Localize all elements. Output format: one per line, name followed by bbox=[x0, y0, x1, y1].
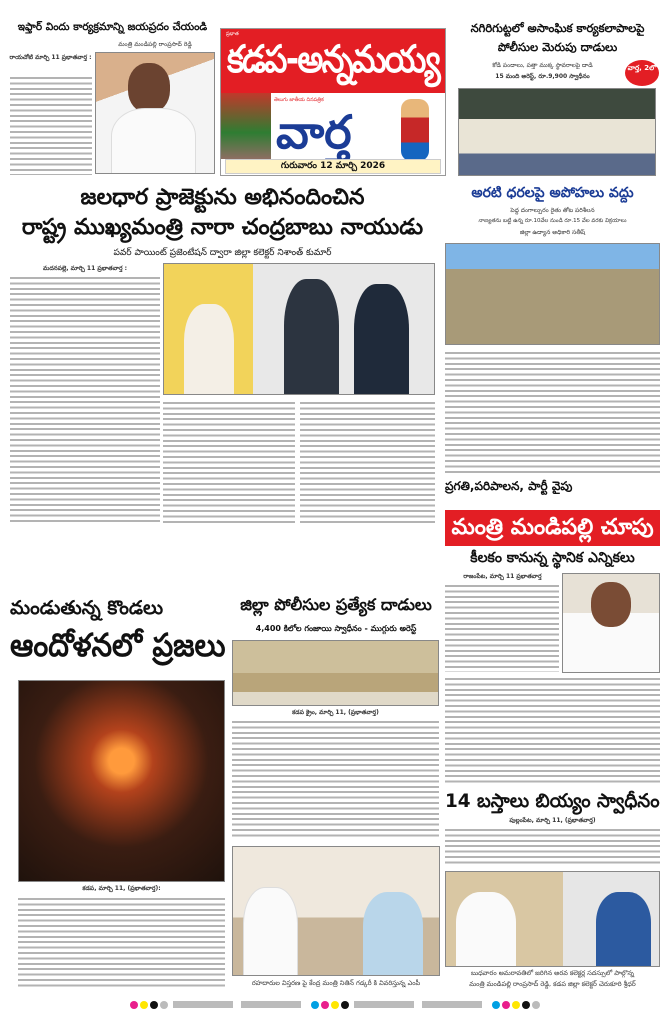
deity-image bbox=[221, 93, 271, 159]
article-text bbox=[445, 827, 660, 866]
police-dateline: కడప క్రైం, మార్చి 11, (ప్రభాతవార్త) bbox=[292, 709, 379, 716]
rice-dateline: పుల్లంపేట, మార్చి 11, (ప్రభాతవార్త) bbox=[509, 817, 596, 824]
banana-field-photo bbox=[445, 243, 660, 345]
lead-headline-1: జలధార ప్రాజెక్టును అభినందించిన bbox=[80, 185, 365, 210]
lead-headline-2: రాష్ట్ర ముఖ్యమంత్రి నారా చంద్రబాబు నాయుడు bbox=[21, 215, 424, 240]
masthead-tagline: తెలుగు జాతీయ దినపత్రిక bbox=[274, 97, 324, 103]
collectors-conference-photo bbox=[445, 871, 660, 967]
top-right-sub-2: 15 మంది అరెస్ట్, రూ.9,900 స్వాధీనం bbox=[495, 73, 590, 80]
article-text bbox=[300, 400, 435, 525]
hills-kicker: మండుతున్న కొండలు bbox=[10, 597, 164, 619]
continued-badge[interactable]: వార్త, 2లో bbox=[625, 60, 659, 86]
article-text bbox=[18, 896, 225, 987]
minister-dateline: రాజంపేట, మార్చి 11 ప్రభాతవార్త bbox=[463, 573, 542, 580]
rice-headline: 14 బస్తాలు బియ్యం స్వాధీనం bbox=[445, 790, 660, 812]
masthead-title: కడప-అన్నమయ్య bbox=[227, 37, 440, 81]
banana-headline: అరటి ధరలపై అపోహలు వద్దు bbox=[471, 185, 634, 201]
color-registration-bar bbox=[0, 994, 670, 1004]
rice-caption-1: బుధవారం అమరావతిలో జరిగిన అరవ కలెక్టర్ల సదస్సులో పాల్గొన్న bbox=[470, 969, 635, 977]
masthead-prefix: ప్రభాత bbox=[226, 31, 239, 37]
top-right-headline-1: నగిరిగుట్టలో అసాంఘిక కార్యకలాపాలపై bbox=[470, 21, 645, 35]
article-text bbox=[10, 75, 92, 175]
article-text bbox=[232, 719, 439, 840]
minister-banner: మంత్రి మండిపల్లి చూపు bbox=[445, 510, 660, 546]
vaartha-logo: వార్త bbox=[276, 105, 352, 159]
minister-photo bbox=[562, 573, 660, 673]
article-text bbox=[445, 676, 660, 784]
banana-sub-2: నాణ్యతను బట్టి ఉన్న రూ.10వేల నుండి రూ.15 వేల వరకు విక్రయాలు bbox=[478, 218, 627, 224]
lead-subhead: పవర్ పాయింట్ ప్రజెంటేషన్ ద్వారా జిల్లా కలెక్టర్ నిశాంత్ కుమార్ bbox=[113, 248, 332, 258]
ganja-seizure-photo bbox=[232, 640, 439, 706]
minister-photo bbox=[95, 52, 215, 174]
article-text bbox=[445, 350, 660, 475]
rice-caption-2: మంత్రి మండిపల్లి రాంప్రసాద్ రెడ్డి, కడప జిల్లా కలెక్టర్ చెరుకూరి శ్రీధర్ bbox=[469, 980, 636, 988]
mascot-image bbox=[401, 99, 429, 161]
cm-meeting-photo bbox=[163, 263, 435, 395]
top-left-dateline: రాయచోటి మార్చి 11 ప్రభాతవార్త : bbox=[9, 54, 92, 61]
banana-sub-3: జిల్లా ఉద్యాన అధికారి సతీష్ bbox=[519, 229, 586, 236]
minister-headline: కీలకం కానున్న స్థానిక ఎన్నికలు bbox=[470, 550, 635, 566]
article-text bbox=[163, 400, 295, 525]
police-headline: జిల్లా పోలీసుల ప్రత్యేక దాడులు bbox=[240, 595, 432, 614]
masthead-date: గురువారం 12 మార్చి 2026 bbox=[225, 159, 441, 174]
police-subhead: 4,400 కిలోల గంజాయి స్వాధీనం - ముగ్గురు అరెస్ట్ bbox=[255, 624, 417, 633]
banana-sub-1: పెద్ద దంగాల్పురం రైతు తోట పరిశీలన bbox=[510, 207, 595, 214]
article-text bbox=[445, 583, 559, 672]
top-right-headline-2: పోలీసుల మెరుపు దాడులు bbox=[497, 40, 618, 54]
top-left-headline: ఇఫ్తార్ విందు కార్యక్రమాన్ని జయప్రదం చేయండి bbox=[17, 21, 208, 33]
masthead bbox=[220, 28, 446, 176]
police-caption: రహదారుల విస్తరణ పై కేంద్ర మంత్రి నితిన్ గడ్కరీ కి వివరిస్తున్న ఎంపీ bbox=[251, 979, 421, 987]
minister-kicker: ప్రగతి,పరిపాలన, పార్టీ వైపు bbox=[445, 479, 573, 493]
top-left-byline: మంత్రి మండిపల్లి రాంప్రసాద్ రెడ్డి bbox=[118, 41, 192, 48]
police-raid-photo bbox=[458, 88, 656, 176]
lead-dateline: మదనపల్లె, మార్చి 11 ప్రభాతవార్త : bbox=[42, 265, 128, 272]
hills-dateline: కడప, మార్చి 11, (ప్రభాతవార్త): bbox=[82, 885, 161, 892]
hills-headline: ఆందోళనలో ప్రజలు bbox=[10, 626, 226, 664]
article-text bbox=[10, 275, 160, 525]
hill-fire-photo bbox=[18, 680, 225, 882]
mp-gadkari-photo bbox=[232, 846, 440, 976]
top-right-sub-1: కోడి పందాలు, పత్తా ముక్క స్థావరాలపై దాడి bbox=[492, 62, 593, 69]
